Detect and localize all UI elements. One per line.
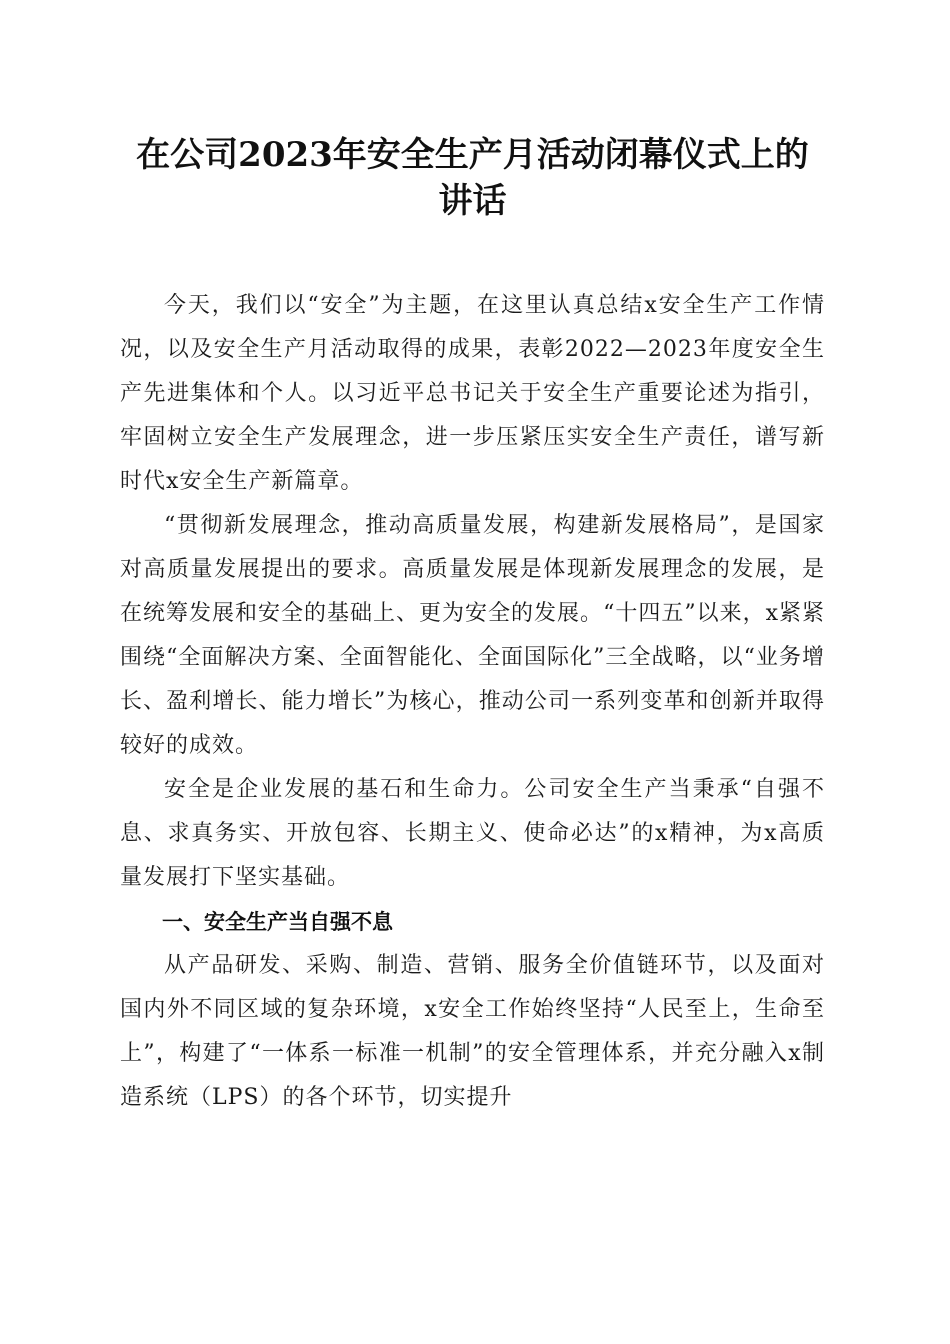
document-title bbox=[120, 132, 825, 224]
document-page bbox=[120, 132, 825, 1120]
title-line-1: 在公司2023年安全生产月活动闭幕仪式上的 bbox=[136, 135, 809, 175]
paragraph-development: “贯彻新发展理念，推动高质量发展，构建新发展格局”，是国家对高质量发展提出的要求。高质量发展是体现新发展理念的发展，是在统筹发展和安全的基础上、更为安全的发展。“十四五”以来，x紧紧围绕“全面解决方案、全面智能化、全面国际化”三全战略，以“业务增长、盈利增长、能力增长”为核心，推动公司一系列变革和创新并取得较好的成效。 bbox=[120, 513, 825, 758]
section-heading-1: 一、安全生产当自强不息 bbox=[162, 910, 393, 934]
paragraph-foundation: 安全是企业发展的基石和生命力。公司安全生产当秉承“自强不息、求真务实、开放包容、长期主义、使命必达”的x精神，为x高质量发展打下坚实基础。 bbox=[120, 777, 825, 890]
paragraph-section-1: 从产品研发、采购、制造、营销、服务全价值链环节，以及面对国内外不同区域的复杂环境，x安全工作始终坚持“人民至上，生命至上”，构建了“一体系一标准一机制”的安全管理体系，并充分融入x制造系统（LPS）的各个环节，切实提升 bbox=[120, 953, 825, 1110]
document-body bbox=[120, 284, 825, 1120]
title-line-2: 讲话 bbox=[438, 181, 507, 221]
paragraph-intro: 今天，我们以“安全”为主题，在这里认真总结x安全生产工作情况，以及安全生产月活动取得的成果，表彰2022—2023年度安全生产先进集体和个人。以习近平总书记关于安全生产重要论述为指引，牢固树立安全生产发展理念，进一步压紧压实安全生产责任，谱写新时代x安全生产新篇章。 bbox=[120, 293, 825, 494]
